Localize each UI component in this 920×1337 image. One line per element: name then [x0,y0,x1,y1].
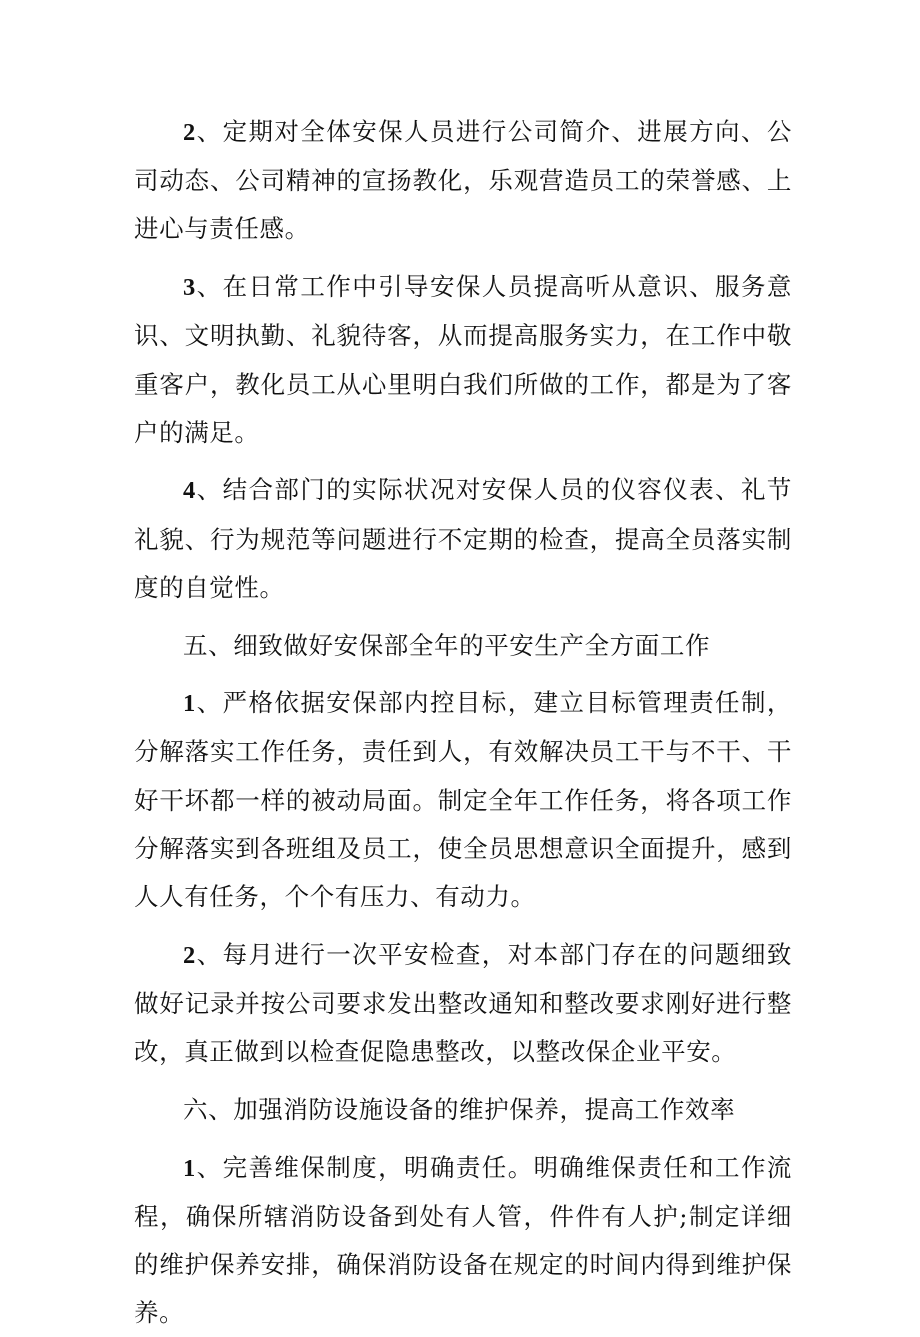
paragraph-text: 、每月进行一次平安检查，对本部门存在的问题细致做好记录并按公司要求发出整改通知和整改要求刚好进行整改，真正做到以检查促隐患整改，以整改保企业平安。 [134,939,792,1067]
paragraph-item-1-maintenance [134,1144,792,1337]
paragraph-item-4-inspection [134,466,792,612]
paragraph-text: 、在日常工作中引导安保人员提高听从意识、服务意识、文明执勤、礼貌待客，从而提高服务实力，在工作中敬重客户，教化员工从心里明白我们所做的工作，都是为了客户的满足。 [134,272,792,447]
item-number: 2 [183,119,196,146]
section-heading-5: 五、细致做好安保部全年的平安生产全方面工作 [183,630,711,660]
item-number: 3 [183,274,196,302]
paragraph-text: 、严格依据安保部内控目标，建立目标管理责任制，分解落实工作任务，责任到人，有效解决员工干与不干、干好干坏都一样的被动局面。制定全年工作任务，将各项工作分解落实到各班组及员工，使全员思想意识全面提升，感到人人有任务，个个有压力、有动力。 [134,688,792,912]
paragraph-item-2-promotion [134,108,792,254]
item-number: 2 [183,941,196,969]
item-number: 1 [183,1154,196,1182]
section-heading-6: 六、加强消防设施设备的维护保养，提高工作效率 [183,1094,736,1124]
paragraph-text: 、完善维保制度，明确责任。明确维保责任和工作流程，确保所辖消防设备到处有人管，件件有人护;制定详细的维护保养安排，确保消防设备在规定的时间内得到维护保养。 [134,1152,792,1328]
paragraph-item-1-responsibility [134,679,792,921]
paragraph-item-3-service [134,263,792,457]
paragraph-text: 、结合部门的实际状况对安保人员的仪容仪表、礼节礼貌、行为规范等问题进行不定期的检查，提高全员落实制度的自觉性。 [134,475,792,602]
item-number: 4 [183,477,196,505]
paragraph-item-2-monthly-check [134,931,792,1077]
item-number: 1 [183,690,196,718]
paragraph-text: 、定期对全体安保人员进行公司简介、进展方向、公司动态、公司精神的宣扬教化，乐观营造员工的荣誉感、上进心与责任感。 [134,117,792,244]
